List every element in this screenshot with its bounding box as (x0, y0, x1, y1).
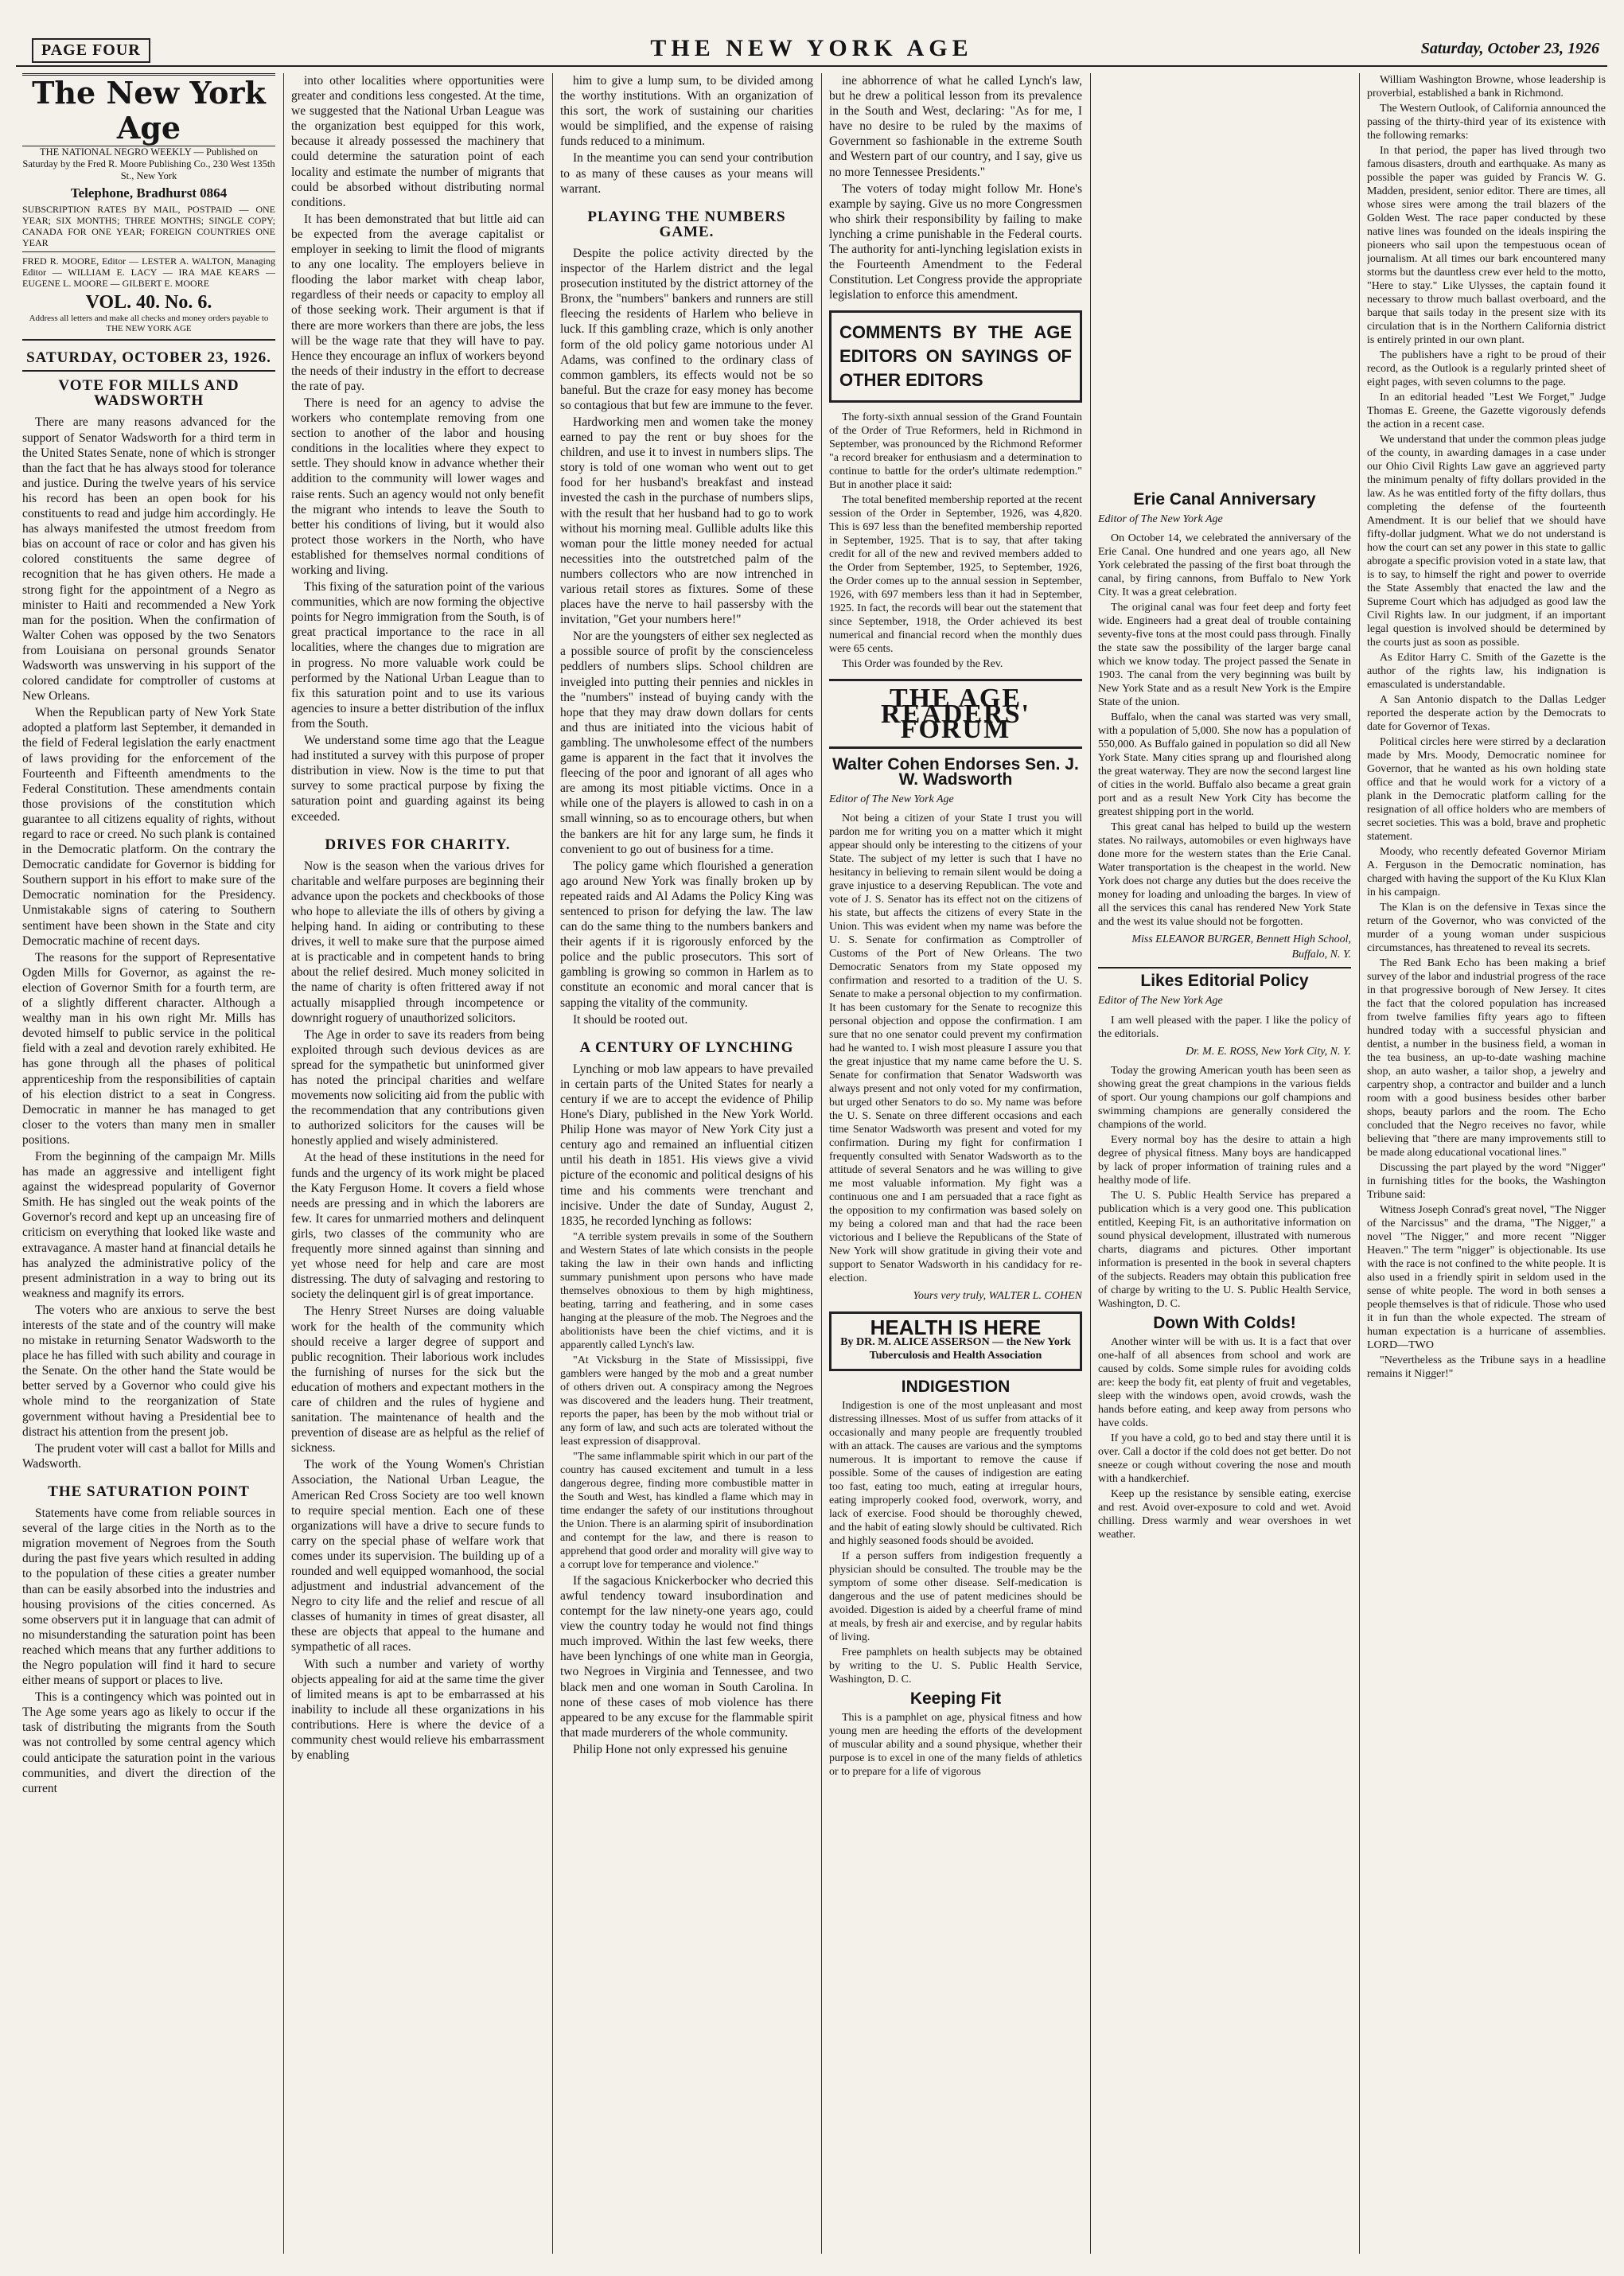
editorial-heading: A CENTURY OF LYNCHING (579, 1039, 794, 1056)
masthead-note: Address all letters and make all checks and money orders payable to THE NEW YORK AGE (29, 314, 269, 334)
paragraph: In an editorial headed "Lest We Forget," Judge Thomas E. Greene, the Gazette vigorously defends the action in a recent case. (1367, 392, 1606, 431)
paragraph: The Age in order to save its readers from being exploited through such devious devices as are spread for the sympathetic but uninformed giver has noted the principal charities and welfare movements now soliciting aid from the public with the recommendation that any contributions given to authorized solicitors for the causes will be honestly applied and wisely administered. (291, 1027, 544, 1148)
paragraph: "The same inflammable spirit which in our part of the country has caused excitement and tumult in a less dangerous degree, finding more combustible matter in the South and West, has kindled a flame which may in time endanger the safety of our institutions throughout the Union. There is an alarming spirit of insubordination and contempt for the law, and there is reason to apprehend that good order and morality will give way to a corrupt love for temperance and violence." (560, 1450, 813, 1571)
paragraph: The Red Bank Echo has been making a brief survey of the labor and industrial progress of the race in that progressive borough of New Jersey. It cites the fact that the colored population has increased from twelve families fifty years ago to fifteen hundred today with a successful physician and dentist, a number in the business field, a woman in the tea business, an up-to-date washing machine shop, an auto washer, a tailor shop, a jewelry and carpentry shop, a contractor and builder and a lunch room with a good business besides other barber shops, beauty parlors and the room. The Echo concluded that the Negro receives no favor, while believing that "there are many improvements still to be made along educational vocational lines." (1367, 957, 1606, 1159)
paragraph: The forty-sixth annual session of the Grand Fountain of the Order of True Reformers, held in Richmond in September, was pronounced by the Richmond Reformer "a record breaker for enthusiasm and a determination to continue to battle for the order's ultimate redemption." But in another place it said: (829, 411, 1082, 492)
paragraph: Moody, who recently defeated Governor Miriam A. Ferguson in the Democratic nomination, has charged with having the support of the Ku Klux Klan in his campaign. (1367, 846, 1606, 898)
health-title: HEALTH IS HERE (870, 1315, 1042, 1340)
paragraph: On October 14, we celebrated the anniversary of the Erie Canal. One hundred and one years ago, all New York celebrated the passing of the first boat through the canal, by firing cannons, from Buffalo to New York City. It was a great celebration. (1098, 532, 1351, 599)
paragraph: Today the growing American youth has been seen as showing great the great champions in the various fields of sport. Our young champions our golf champions and swimming champions are generally considered the champions of the world. (1098, 1064, 1351, 1131)
page-date: Saturday, October 23, 1926 (1420, 40, 1599, 57)
paragraph: This Order was founded by the Rev. (842, 658, 1003, 671)
health-byline: By DR. M. ALICE ASSERSON — the New York Tuberculosis and Health Association (840, 1336, 1071, 1362)
paragraph: The Western Outlook, of California announced the passing of the thirty-third year of its existence with the following remarks: (1367, 103, 1606, 142)
paragraph: There is need for an agency to advise the workers who contemplate removing from one section to another of the labor and housing conditions in the localities where they expect to settle. They should know in advance whether their addition to the community will lower wages and raise rents. Such an agency would not only benefit the migrant who intends to leave the South to better his conditions of living, but it would also protect those workers in the North, who have established for themselves normal conditions of working and living. (291, 396, 544, 577)
paragraph: If you have a cold, go to bed and stay there until it is over. Call a doctor if the cold does not get better. Do not sneeze or cough without covering the nose and mouth with a handkerchief. (1098, 1432, 1351, 1485)
editorial-heading: VOTE FOR MILLS AND WADSWORTH (58, 377, 240, 410)
paragraph: William Washington Browne, whose leadership is proverbial, established a bank in Richmond. (1367, 74, 1606, 99)
paragraph: him to give a lump sum, to be divided among the worthy institutions. With an organization of this sort, the work of sustaining our charities would be simplified, and the expense of raising funds reduced to a minimum. (560, 74, 813, 149)
paragraph: Now is the season when the various drives for charitable and welfare purposes are beginning their advance upon the pockets and checkbooks of those who hope to alleviate the ills of others by giving a helping hand. In aiding or contributing to these drives, it well to make sure that the purpose aimed at is practicable and in competent hands to bring about the relief desired. Much money solicited in the name of charity is often frittered away if not actually misapplied through incompetence or downright roguery of unauthorized solicitors. (291, 859, 544, 1025)
paragraph: "A terrible system prevails in some of the Southern and Western States of late which consists in the people taking the law in their own hands and inflicting summary punishment upon persons who have made themselves obnoxious to them by high mightiness, beating, tarring and feathering, and in some cases hanging at the pleasure of the mob. The Negroes and the abolitionists have been the chief victims, and it is apparently called Lynch's law. (560, 1230, 813, 1351)
paragraph: If the sagacious Knickerbocker who decried this awful tendency toward insubordination and contempt for the law ninety-one years ago, could view the country today he would not find things much improved. Within the last few weeks, there have been lynchings of one white man in Georgia, two Negroes in Virginia and Tennessee, and two black men and one woman in South Carolina. In none of these cases of mob violence has there appeared to be any excuse for the flammable spirit that made murderers of the whole community. (560, 1573, 813, 1740)
column-rule (1090, 73, 1091, 2254)
paragraph: I am well pleased with the paper. I like the policy of the editorials. (1098, 1014, 1351, 1040)
masthead-telephone: Telephone, Bradhurst 0864 (70, 185, 228, 201)
readers-forum-banner: THE AGE READERS' FORUM (829, 679, 1082, 748)
paragraph: Every normal boy has the desire to attain a high degree of physical fitness. Many boys are handicapped by lack of proper information of training rules and a healthy mode of life. (1098, 1133, 1351, 1187)
paragraph: Despite the police activity directed by the inspector of the Harlem district and the legal prosecution instituted by the district attorney of the Bronx, the "numbers" bankers and runners are still fleecing the residents of Harlem who believe in luck. If this gambling craze, which is only another form of the old policy game notorious under Al Adams, was confined to the ordinary class of common gamblers, its effects would not be so baneful. But the craze for easy money has become so contagious that but few are immune to the fever. (560, 246, 813, 412)
paragraph: This is a pamphlet on age, physical fitness and how young men are heeding the efforts of the development of muscular ability and a sound physique, whether their purpose is to excel in one of the many fields of athletics or to prepare for a life of vigorous (829, 1712, 1082, 1779)
paragraph: It should be rooted out. (573, 1012, 688, 1027)
paragraph: This fixing of the saturation point of the various communities, which are now forming the objective points for Negro immigration from the South, is of great practical importance to the race in all localities, where the changes due to migration are in progress. No more valuable work could be performed by the National Urban League than to fix this saturation point and to use its various agencies to insure a better distribution of the influx from the South. (291, 580, 544, 731)
letter-signature: Miss ELEANOR BURGER, Bennett High School, Buffalo, N. Y. (1131, 933, 1351, 961)
masthead (22, 73, 275, 341)
column-rule (552, 73, 553, 2254)
health-column-box (829, 1311, 1082, 1371)
paragraph: When the Republican party of New York State adopted a platform last September, it demanded in the field of Federal legislation the early enactment of laws providing for the enforcement of the Fourteenth and Fifteenth amendments to the Federal Constitution. These amendments contain those provisions of the constitution which guarantee to all citizens equality of rights, without regard to race or creed. No such plank is contained in the Democratic platform. On the contrary the Democratic candidate for Governor is bidding for Southern support in his effort to make sure of the Democratic nomination for the Presidency. Unmistakable signs of catering to Southern sentiment have been shown in the State and city Democratic machine of recent days. (22, 706, 275, 948)
paragraph: The reasons for the support of Representative Ogden Mills for Governor, as against the re-election of Governor Smith for a fourth term, are of a slightly different character. Although a wealthy man in his own right Mr. Mills has devoted himself to public service in the political field with a zeal and devotion rarely exhibited. He has gone through all the phases of political apprenticeship from the responsibilities of captain of his election district to a seat in Congress. Democratic in manner he has managed to get closer to the voters than many men in smaller positions. (22, 950, 275, 1147)
paragraph: Buffalo, when the canal was started was very small, with a population of 5,000. She now has a population of 550,000. As Buffalo gained in population so did all New York State. Many cities sprang up and flourished along the great waterway. They are now the second largest line of cities in the world. Buffalo also became a great grain port and as a result New York City has become the greatest shipping port in the world. (1098, 711, 1351, 819)
health-subheading: INDIGESTION (901, 1378, 1011, 1397)
paragraph: The voters who are anxious to serve the best interests of the state and of the country will make no mistake in returning Senator Wadsworth to the place he has filled with such ability and courage in the Senate. On the other hand the State would be better served by a Governor who could give his whole mind to the reorganization of State government without having a Presidential bee to distract his attention from the present job. (22, 1303, 275, 1439)
masthead-name: The New York Age (22, 73, 275, 146)
page-header (16, 32, 1607, 67)
paragraph: In the meantime you can send your contribution to as many of these causes as your means will warrant. (560, 151, 813, 196)
comments-box: COMMENTS BY THE AGE EDITORS ON SAYINGS OF OTHER EDITORS (829, 310, 1082, 403)
letter-title: Likes Editorial Policy (1098, 967, 1351, 988)
paragraph: In that period, the paper has lived through two famous disasters, drouth and earthquake. As many as possible the paper was guided by Francis W. G. Madden, president, senior editor. There are times, all whose sires were among the trail blazers of the Golden West. The race paper conducted by these native lines was founded on the ideals inspiring the pioneers who sail upon the tempestuous ocean of journalism. At all times our bark encountered many storms but the dauntless crew ever held to the motto, "Here to stay." Like Ulysses, the captain found it necessary to throw much ballast overboard, and the barque that sails today in the present size with its circulation that is in the Northern California district is entirely printed in our own plant. (1367, 145, 1606, 346)
letter-salutation: Editor of The New York Age (829, 793, 954, 805)
letter-salutation: Editor of The New York Age (1098, 513, 1223, 526)
editorial-dateline: SATURDAY, OCTOBER 23, 1926. (22, 345, 275, 372)
page-label: PAGE FOUR (32, 38, 150, 63)
masthead-subtitle: THE NATIONAL NEGRO WEEKLY — Published on Saturday by the Fred R. Moore Publishing Co., 230 West 135th St., New York (22, 146, 275, 181)
column-2 (291, 73, 544, 2254)
health-subheading: Down With Colds! (1153, 1313, 1296, 1332)
paragraph: With such a number and variety of worthy objects appealing for aid at the same time the giver of limited means is apt to be embarrassed at his inability to include all these organizations in his contributions. Here is where the device of a community chest would relieve his embarrassment by enabling (291, 1657, 544, 1763)
paragraph: ine abhorrence of what he called Lynch's law, but he drew a political lesson from its prevalence in the South and West, declaring: "As for me, I have no desire to be ruled by the maxims of Government so fashionable in the extreme South and Western part of our country, and I say, give us no more Tennessee Presidents." (829, 74, 1082, 179)
column-3 (560, 73, 813, 2254)
paragraph: Philip Hone not only expressed his genuine (573, 1742, 788, 1756)
paragraph: "At Vicksburg in the State of Mississippi, five gamblers were hanged by the mob and a great number of others driven out. A conspiracy among the Negroes was discovered and the leaders hung. Their treatment, reports the paper, has been by the mob without trial or any form of law, and such acts are tolerated without the least expression of disapproval. (560, 1354, 813, 1448)
paragraph: There are many reasons advanced for the support of Senator Wadsworth for a third term in the United States Senate, none of which is stronger than the fact that he has always stood for tolerance and justice. During the twelve years of his service his record has been an open book for his constituents to read and judge him accordingly. He has always manifested the utmost freedom from bias on account of race or color and has given his colored constituents the same degree of recognition that he has given others. He made a strong fight for the appointment of a Negro as minister to Haiti and recommended a New York man for the position. When the confirmation of Walter Cohen was opposed by the two Senators from Louisiana on personal grounds Senator Wadsworth was unswerving in his support of the colored candidate for comptroller of customs at New Orleans. (22, 415, 275, 703)
letter-signature: Dr. M. E. ROSS, New York City, N. Y. (1186, 1045, 1351, 1058)
paragraph: Statements have come from reliable sources in several of the large cities in the North as to the migration movement of Negroes from the South during the past five years which resulted in adding to the population of these cities a greater number than can be easily absorbed into the industries and housing provisions of the cities concerned. As some observers put it in language that can admit of no misunderstanding the saturation point has been reached which means that any further additions to the Negro population will find it hard to secure either means of support or places to live. (22, 1506, 275, 1688)
masthead-rates: SUBSCRIPTION RATES BY MAIL, POSTPAID — ONE YEAR; SIX MONTHS; THREE MONTHS; SINGLE COPY; CANADA FOR ONE YEAR; FOREIGN COUNTRIES ONE YEAR (22, 204, 275, 249)
letter-title: Walter Cohen Endorses Sen. J. W. Wadsworth (832, 754, 1079, 789)
paragraph: Another winter will be with us. It is a fact that over one-half of all absences from school and work are caused by colds. Some simple rules for avoiding colds are: keep the body fit, eat plenty of fruit and vegetables, sleep with the windows open, avoid crowds, wash the hands before eating, and keep away from persons who have colds. (1098, 1335, 1351, 1429)
paragraph: Not being a citizen of your State I trust you will pardon me for writing you on a matter which it might appear should only be interesting to the citizens of your State. The subject of my letter is such that I have no hesitancy in believing to remain silent would be doing a grave injustice to a deserving Republican. The vote and vote of J. S. Senator has its effect not on the citizens of his state, but affects the citizens of every State in the Union. This was evident when my name was before the U. S. Senate for confirmation as Comptroller of Customs of the Port of New Orleans. The two Democratic Senators from my State opposed my confirmation and resorted to a tradition of the U. S. Senate to make a personal objection to my confirmation. It has been customary for the Senate to recognize this personal objection and oppose the confirmation. I am sure that no one senator could prevent my confirmation had he wanted to. I wish most pleasure I assure you that the great injustice that my name came before the U. S. Senate for confirmation that Senator Wadsworth was always present and not only voted for my confirmation, but urged other Senators to do so. My name was before the U. S. Senate on three different occasions and each time Senator Wadsworth was present and voted for my confirmation. During my fight for confirmation I frequently consulted with Senator Wadsworth as to the attitude of several Senators and he was willing to give me most valuable information. My fight was a continuous one and I am persuaded that a race fight as the opposition to my confirmation was based solely on my being a colored man and that had the race been victorious and I believe the Republicans of the State of New York will show gratitude in giving their vote and support to Senator Wadsworth in his candidacy for re-election. (829, 812, 1082, 1284)
paragraph: The U. S. Public Health Service has prepared a publication which is a very good one. This publication entitled, Keeping Fit, is an authoritative information on sound physical development, illustrated with numerous charts, diagrams and pictures. Other important information is presented in the book in several chapters of the subjects. Readers may obtain this publication free of charge by writing to the U. S. Public Health Service, Washington, D. C. (1098, 1189, 1351, 1310)
column-rule (1359, 73, 1360, 2254)
masthead-staff: FRED R. MOORE, Editor — LESTER A. WALTON, Managing Editor — WILLIAM E. LACY — IRA MAE KEARS — EUGENE L. MOORE — GILBERT E. MOORE (22, 251, 275, 289)
paragraph: We understand some time ago that the League had instituted a survey with this purpose of proper distribution in view. Now is the time to put that survey to some practical purpose by fixing the saturation point and guarding against its being exceeded. (291, 734, 544, 824)
paragraph: At the head of these institutions in the need for funds and the urgency of its work might be placed the Katy Ferguson Home. It covers a field whose needs are pressing and in which the laborers are few. It cares for unmarried mothers and delinquent girls, two classes of the community who are frequently more sinned against than sinning and yet whose need for help and care are most distressing. The duty of salvaging and restoring to society the delinquent girl is of great importance. (291, 1151, 544, 1302)
paragraph: The publishers have a right to be proud of their record, as the Outlook is a regularly printed sheet of eight pages, with seven columns to the page. (1367, 349, 1606, 388)
paragraph: Witness Joseph Conrad's great novel, "The Nigger of the Narcissus" and the drama, "The Nigger," a novel "The Nigger," and more recent "Nigger Heaven." The term "nigger" is objectionable. Its use with the race is not confined to the white people. It is also used in a friendly spirit in seldom used in the sense of white people. The word in both senses a people themselves is that of ridicule. Those who used it in fun than the whole expected. The stream of human expectation is a hurricane of assemblies. LORD—TWO (1367, 1204, 1606, 1351)
paragraph: A San Antonio dispatch to the Dallas Ledger reported the desperate action by the Democrats to date for Governor of Texas. (1367, 694, 1606, 733)
paragraph: The voters of today might follow Mr. Hone's example by saying. Give us no more Congressmen who shirk their responsibility by failing to make lynching a crime punishable in the Federal courts. The authority for anti-lynching legislation exists in the Fourteenth Amendment to the Federal Constitution. Let Congress provide the appropriate legislation to enforce this amendment. (829, 181, 1082, 302)
paragraph: The work of the Young Women's Christian Association, the National Urban League, the American Red Cross Society are too well known to require special mention. Each one of these organizations will have a drive to secure funds to carry on the special phase of welfare work that comes under its supervision. The building up of a rounded and well equipped womanhood, the social adjustment and industrial advancement of the Negro to city life and the relief and rescue of all classes of humanity in times of great disaster, all these are objects that appeal to the humane and sympathetic of all races. (291, 1458, 544, 1654)
paragraph: Hardworking men and women take the money earned to pay the rent or buy shoes for the children, and use it to invest in numbers slips. The story is told of one woman who went out to get food for her husband's breakfast and instead invested the cash in the purchase of numbers slips, with the result that her husband had to go to work without his morning meal. Gullible adults like this woman pour the little money needed for actual necessities into the outstretched palm of the numbers collectors who are now intrenched in various retail stores as fixtures. Some of these places have the nerve to hail passersby with the invitation, "Get your numbers here!" (560, 415, 813, 627)
paragraph: "Nevertheless as the Tribune says in a headline remains it Nigger!" (1367, 1354, 1606, 1380)
paper-title: THE NEW YORK AGE (650, 35, 973, 61)
column-1 (22, 73, 275, 2254)
paragraph: It has been demonstrated that but little aid can be expected from the average capitalist or employer in seeking to limit the flood of migrants to any one locality. The employers believe in flooding the labor market with cheap labor, regardless of their needs or capacity to employ all of those seeking work. Their argument is that if there are more workers than there are jobs, the less will be the wage rate that they will have to pay. Hence they encourage an influx of workers beyond the needs of their industry in the effort to decrease the rate of pay. (291, 212, 544, 393)
editorial-heading: PLAYING THE NUMBERS GAME. (587, 208, 786, 240)
masthead-volume: VOL. 40. No. 6. (85, 292, 212, 314)
health-subheading: Keeping Fit (909, 1689, 1002, 1709)
paragraph: into other localities where opportunities were greater and conditions less congested. At the time, we suggested that the National Urban League was the organization best equipped for this work, because it already possessed the machinery that could determine the saturation point of each locality and estimate the number of migrants that could be absorbed without distributing normal conditions. (291, 74, 544, 209)
paragraph: Discussing the part played by the word "Nigger" in furnishing titles for the books, the Washington Tribune said: (1367, 1162, 1606, 1201)
column-4 (829, 73, 1082, 2254)
editorial-heading: THE SATURATION POINT (48, 1483, 250, 1500)
letter-salutation: Editor of The New York Age (1098, 995, 1223, 1007)
paragraph: Political circles here were stirred by a declaration made by Mrs. Moody, Democratic nominee for Governor, that he wanted as his own holding state office and that he would work for a victory of a plank in the Democratic platform calling for the resignation of all office holders who are members of secret societies. This was a bold, brave and prophetic statement. (1367, 736, 1606, 843)
paragraph: The Klan is on the defensive in Texas since the return of the Governor, who was convicted of the murder of a young woman under suspicious circumstances, has threatened to reveal its secrets. (1367, 902, 1606, 954)
paragraph: We understand that under the common pleas judge of the county, in awarding damages in a case under our Ohio Civil Rights Law gave an aggrieved party the minimum penalty of fifty dollars provided in the law. As he was entitled forty of the fifty dollars, thus completing the defense of the fourteenth Amendment. It is our belief that we should have fifty-dollar judgment. What we do not understand is how the court can set any power in this state to gallic abrogate a specific provision voted in a state law, that is to say, to himself the right and power to override the State Assembly that enacted the law and the Supreme Court which has adjudged as good law the Civil Rights law. In our judgment, if an important legal question is involved should be determined by the courts just as soon as possible. (1367, 434, 1606, 649)
column-rule (283, 73, 284, 2254)
column-rule (821, 73, 822, 2254)
paragraph: As Editor Harry C. Smith of the Gazette is the author of the rights law, his indignation is emasculated is understandable. (1367, 652, 1606, 691)
paragraph: The total benefited membership reported at the recent session of the Order in September, 1926, was 4,820. This is 697 less than the benefited membership reported in September, 1925. That is to say, that after taking credit for all of the new and revived members added to the Order from September, 1925, to September, 1926, the Order comes up to the annual session in September, 1926, with 697 members less than it had in September, 1925. In fact, the records will bear out the statement that since September, 1918, the Order achieved its best numerical and financial record when the monthly dues were 65 cents. (829, 494, 1082, 656)
paragraph: Lynching or mob law appears to have prevailed in certain parts of the United States for nearly a century if we are to accept the evidence of Philip Hone's Diary, published in the New York World. Philip Hone was mayor of New York City just a century ago and remained an influential citizen until his death in 1851. His views give a vivid picture of the economic and political designs of his time and his comments were trenchant and incisive. Under the date of Sunday, August 2, 1835, he recorded lynching as follows: (560, 1062, 813, 1228)
column-6 (1367, 73, 1606, 2254)
paragraph: Indigestion is one of the most unpleasant and most distressing illnesses. Most of us suffer from attacks of it occasionally and many people are frequently troubled with an attack. The causes are various and the symptoms numerous. It is important to remove the cause if possible. Some of the causes of indigestion are eating too fast, eating too much, eating at irregular hours, eating improperly cooked food, overwork, worry, and lack of exercise. Food should be thoroughly chewed, and the habit of eating slowly should be cultivated. Rich and highly seasoned foods should be avoided. (829, 1400, 1082, 1548)
editorial-heading: DRIVES FOR CHARITY. (325, 836, 511, 853)
paragraph: Nor are the youngsters of either sex neglected as a possible source of profit by the conscienceless peddlers of numbers slips. School children are inveigled into putting their pennies and nickles in the "numbers" instead of buying candy with the hope that they may draw down dollars for cents and thus are initiated into the vicious habit of gambling. The unwholesome effect of the numbers game is apparent in the fact that it involves the fleecing of the poor and ignorant of all ages who are among its most pitiable victims. Once in a while one of the players is allowed to cash in on a small winning, so as to encourage others, but when the bankers are hit for any large sum, he finds it convenient to go out of business for a time. (560, 629, 813, 856)
paragraph: The Henry Street Nurses are doing valuable work for the health of the community which should receive a larger degree of support and public recognition. Their laborious work includes the furnishing of nurses for the sick but the education of mothers and expectant mothers in the care of children and the rules of hygiene and sanitation. The maintenance of health and the prevention of disease are as helpful as the relief of sickness. (291, 1304, 544, 1456)
letter-signature: Yours very truly, WALTER L. COHEN (913, 1289, 1082, 1302)
paragraph: The prudent voter will cast a ballot for Mills and Wadsworth. (22, 1441, 275, 1471)
column-5 (1098, 73, 1351, 2254)
paragraph: Keep up the resistance by sensible eating, exercise and rest. Avoid over-exposure to cold and wet. Avoid chilling. Dress warmly and wear overshoes in wet weather. (1098, 1487, 1351, 1541)
paragraph: The policy game which flourished a generation ago around New York was finally broken up by repeated raids and Al Adams the Policy King was sentenced to prison for defying the law. The law can do the same thing to the numbers bankers and their agents if it is rigorously enforced by the police and the public prosecutors. This sort of gambling is growing so common in Harlem as to constitute an economic and moral cancer that is sapping the vitality of the community. (560, 859, 813, 1010)
paragraph: From the beginning of the campaign Mr. Mills has made an aggressive and intelligent fight against the widespread popularity of Governor Smith. He has singled out the weak points of the Governor's record and kept up an unceasing fire of criticism on everything that looked like waste and extravagance. A master hand at financial details he has analyzed the administrative policy of the present administration in a way to bring out its weakness and magnify its errors. (22, 1149, 275, 1300)
paragraph: This is a contingency which was pointed out in The Age some years ago as likely to occur if the task of distributing the migrants from the South was not controlled by some central agency which could anticipate the saturation point in the various communities, and divert the direction of the current (22, 1690, 275, 1795)
letter-title: Erie Canal Anniversary (1133, 490, 1316, 509)
paragraph: If a person suffers from indigestion frequently a physician should be consulted. The trouble may be the symptom of some other disease. Self-medication is dangerous and the use of patent medicines should be avoided. Digestion is aided by a cheerful frame of mind at meals, by fresh air and exercise, and by regular habits of living. (829, 1550, 1082, 1644)
paragraph: This great canal has helped to build up the western states. No railways, automobiles or even highways have done more for the western states than the Erie Canal. Water transportation is the cheapest in the world. New York does not charge any duties but the does receive the money for loading and unloading the barges. In view of all the services this canal has rendered New York State and the west its value should not be forgotten. (1098, 821, 1351, 929)
paragraph: Free pamphlets on health subjects may be obtained by writing to the U. S. Public Health Service, Washington, D. C. (829, 1647, 1082, 1686)
paragraph: The original canal was four feet deep and forty feet wide. Engineers had a great deal of trouble containing seventy-five tons at the most could pass through. Finally the state saw the possibility of the larger barge canal which we know today. The project passed the Senate in 1903. The canal from the very beginning was built by New York State and as a result New York is the Empire State of the union. (1098, 602, 1351, 709)
column-spacer (1098, 73, 1351, 487)
